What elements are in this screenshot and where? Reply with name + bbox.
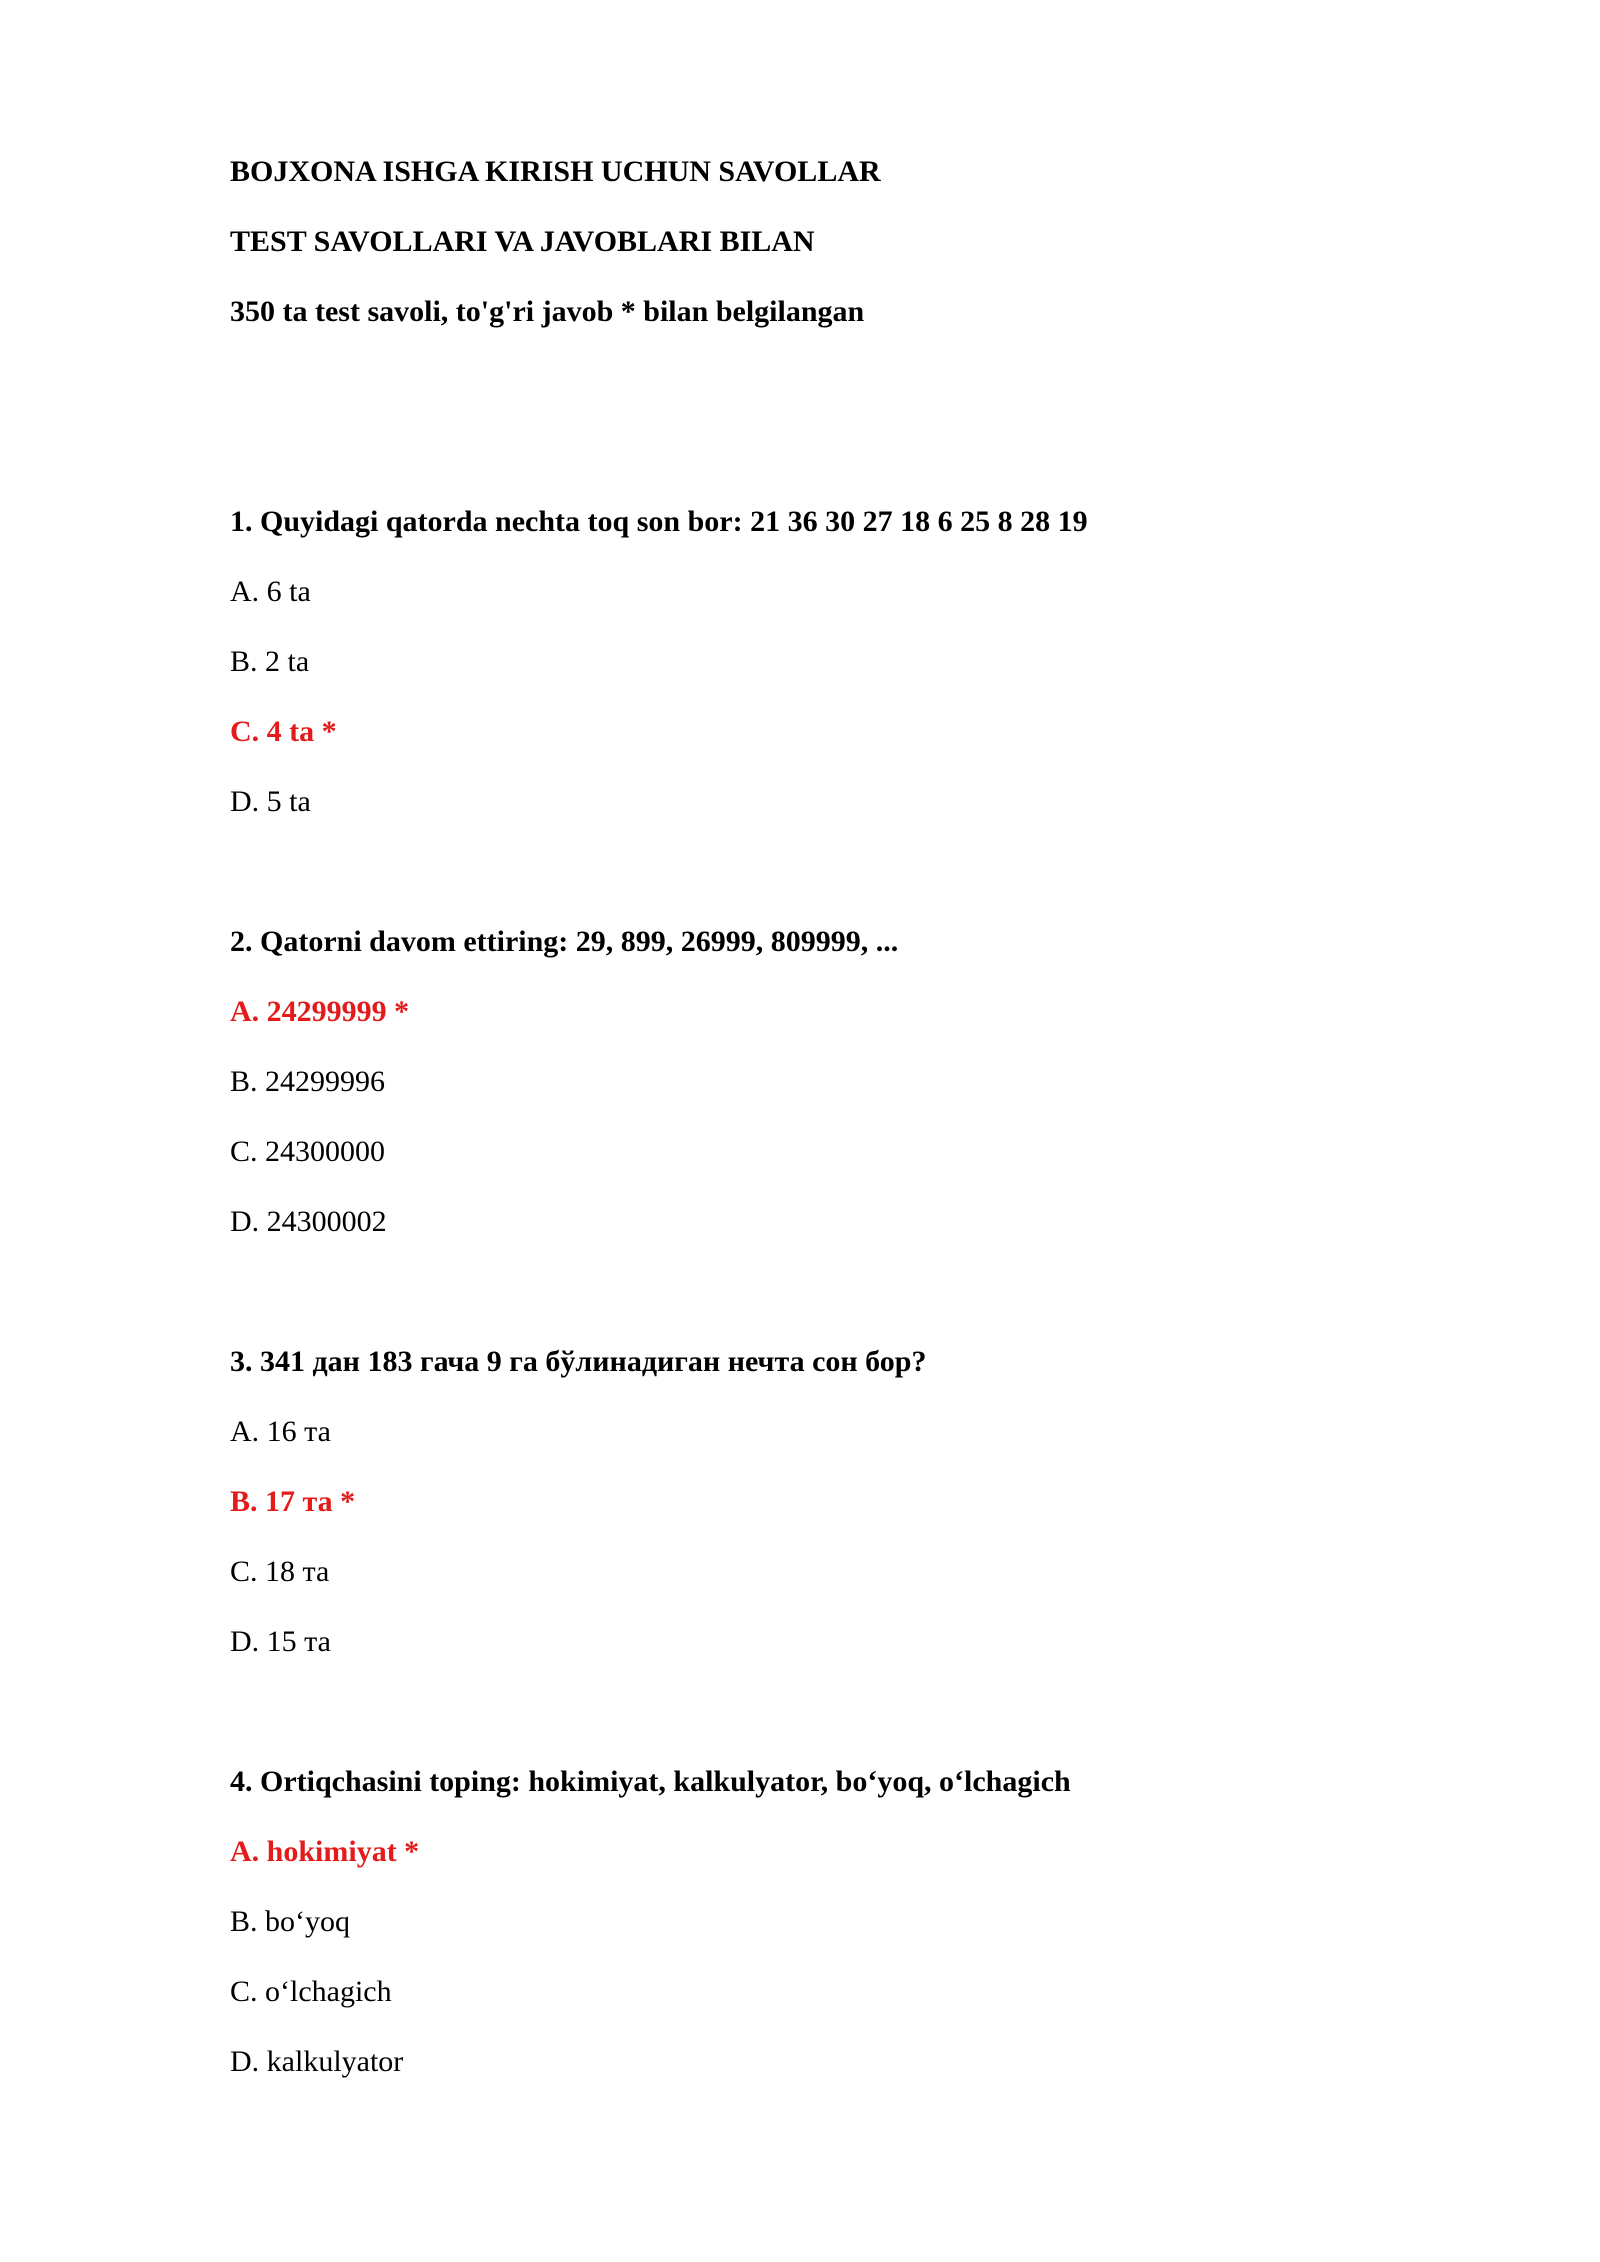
question-1-option-c: C. 4 ta * (230, 715, 337, 748)
question-1: 1. Quyidagi qatorda nechta toq son bor: 21 36 30 27 18 6 25 8 28 19 (230, 505, 1088, 538)
question-4-option-a: A. hokimiyat * (230, 1835, 420, 1868)
question-2-option-c: C. 24300000 (230, 1135, 386, 1168)
question-4: 4. Ortiqchasini toping: hokimiyat, kalkulyator, bo‘yoq, o‘lchagich (230, 1765, 1071, 1798)
question-2: 2. Qatorni davom ettiring: 29, 899, 26999, 809999, ... (230, 925, 899, 958)
question-3-option-d: D. 15 та (230, 1625, 331, 1658)
question-2-option-b: B. 24299996 (230, 1065, 386, 1098)
document-subtitle: TEST SAVOLLARI VA JAVOBLARI BILAN (230, 225, 815, 258)
question-4-option-c: C. o‘lchagich (230, 1975, 392, 2008)
question-1-option-b: B. 2 ta (230, 645, 310, 678)
question-4-option-b: B. bo‘yoq (230, 1905, 350, 1938)
document-note: 350 ta test savoli, to'g'ri javob * bilan belgilangan (230, 295, 865, 328)
question-2-option-d: D. 24300002 (230, 1205, 387, 1238)
question-2-option-a: A. 24299999 * (230, 995, 410, 1028)
question-3-option-c: C. 18 та (230, 1555, 330, 1588)
question-3-option-b: B. 17 та * (230, 1485, 356, 1518)
question-1-option-a: A. 6 ta (230, 575, 311, 608)
question-3-option-a: A. 16 та (230, 1415, 331, 1448)
document-title: BOJXONA ISHGA KIRISH UCHUN SAVOLLAR (230, 155, 881, 188)
question-3: 3. 341 дан 183 гача 9 га бўлинадиган нечта сон бор? (230, 1345, 927, 1378)
question-4-option-d: D. kalkulyator (230, 2045, 404, 2078)
question-1-option-d: D. 5 ta (230, 785, 311, 818)
